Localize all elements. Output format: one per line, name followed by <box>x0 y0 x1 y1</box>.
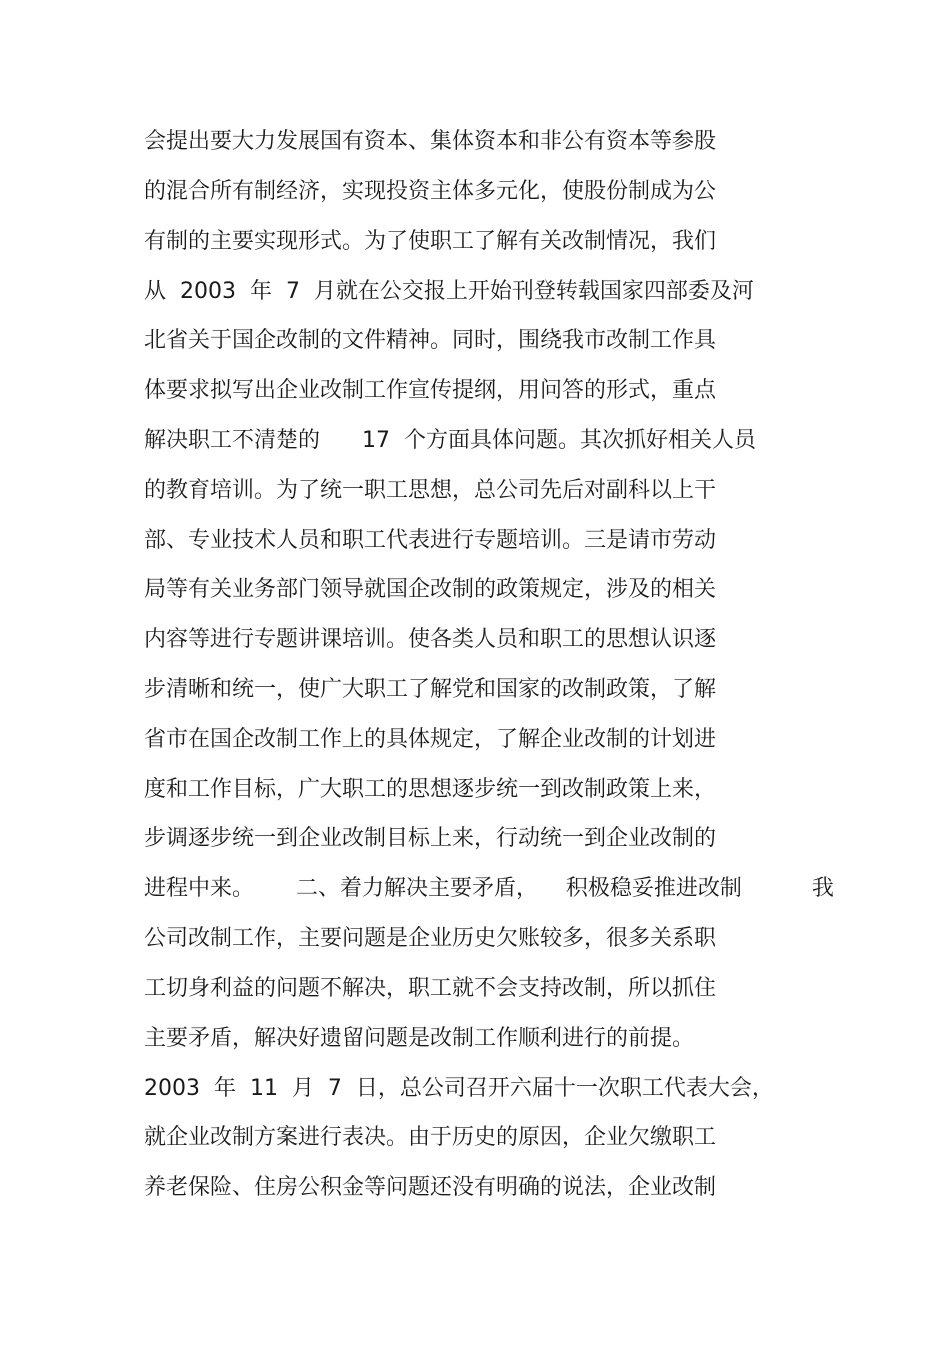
text-line: 步调逐步统一到企业改制目标上来，行动统一到企业改制的 <box>144 826 717 851</box>
text-line: 主要矛盾，解决好遗留问题是改制工作顺利进行的前提。 <box>144 1026 695 1051</box>
text-line: 部、专业技术人员和职工代表进行专题培训。三是请市劳动 <box>144 528 717 553</box>
text-line: 从 2003 年 7 月就在公交报上开始刊登转载国家四部委及河 <box>144 279 754 304</box>
text-line: 养老保险、住房公积金等问题还没有明确的说法，企业改制 <box>144 1175 717 1200</box>
text-line: 省市在国企改制工作上的具体规定，了解企业改制的计划进 <box>144 727 717 752</box>
text-line: 步清晰和统一，使广大职工了解党和国家的改制政策，了解 <box>144 677 717 702</box>
text-line: 解决职工不清楚的 17 个方面具体问题。其次抓好相关人员 <box>144 428 756 453</box>
text-line: 工切身利益的问题不解决，职工就不会支持改制，所以抓住 <box>144 976 717 1001</box>
text-line: 会提出要大力发展国有资本、集体资本和非公有资本等参股 <box>144 129 717 154</box>
text-line: 内容等进行专题讲课培训。使各类人员和职工的思想认识逐 <box>144 627 717 652</box>
text-line: 有制的主要实现形式。为了使职工了解有关改制情况，我们 <box>144 229 717 254</box>
text-line: 体要求拟写出企业改制工作宣传提纲，用问答的形式，重点 <box>144 378 717 403</box>
text-line: 度和工作目标，广大职工的思想逐步统一到改制政策上来， <box>144 777 717 802</box>
text-line: 北省关于国企改制的文件精神。同时，围绕我市改制工作具 <box>144 328 717 353</box>
text-line: 进程中来。 二、着力解决主要矛盾， 积极稳妥推进改制 我 <box>144 876 834 901</box>
text-line: 2003 年 11 月 7 日，总公司召开六届十一次职工代表大会， <box>144 1076 774 1101</box>
text-line: 公司改制工作，主要问题是企业历史欠账较多，很多关系职 <box>144 926 717 951</box>
text-line: 的混合所有制经济，实现投资主体多元化，使股份制成为公 <box>144 179 717 204</box>
text-line: 局等有关业务部门领导就国企改制的政策规定，涉及的相关 <box>144 577 717 602</box>
text-line: 就企业改制方案进行表决。由于历史的原因，企业欠缴职工 <box>144 1125 717 1150</box>
text-line: 的教育培训。为了统一职工思想，总公司先后对副科以上干 <box>144 478 717 503</box>
